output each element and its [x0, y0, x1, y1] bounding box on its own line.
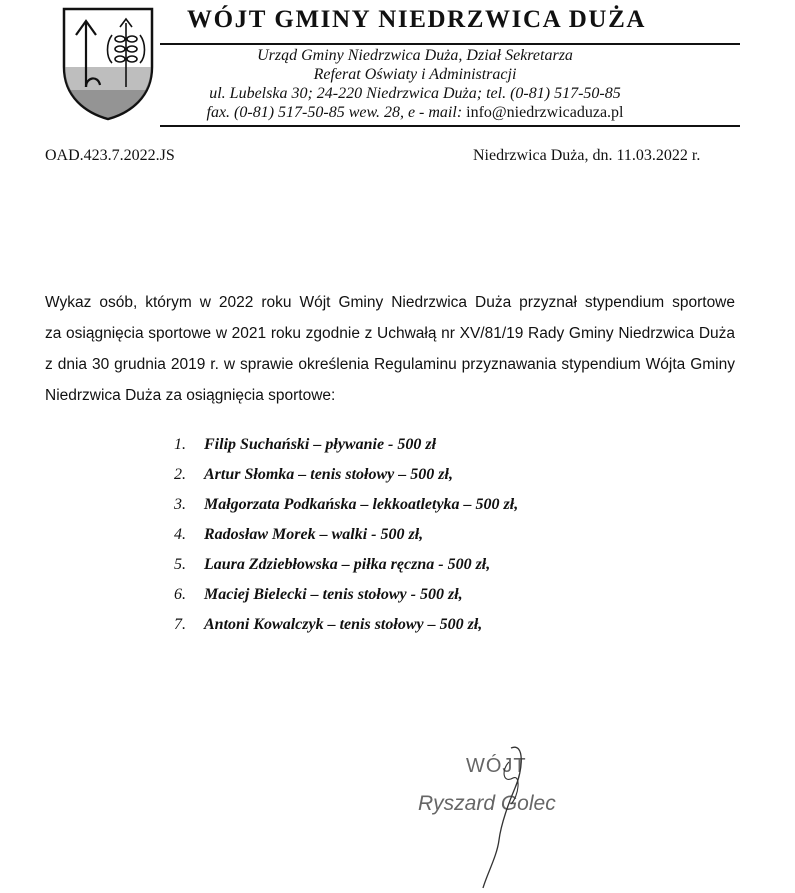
item-number: 3. — [174, 496, 186, 513]
signature-role: WÓJT — [466, 755, 527, 777]
item-text: Laura Zdziebłowska – piłka ręczna - 500 zł, — [204, 556, 491, 573]
body-line: za osiągnięcia sportowe w 2021 roku zgodnie z Uchwałą nr XV/81/19 Rady Gminy Niedrzwica Duża — [45, 325, 735, 342]
item-text: Artur Słomka – tenis stołowy – 500 zł, — [204, 466, 453, 483]
item-text: Małgorzata Podkańska – lekkoatletyka – 500 zł, — [204, 496, 519, 513]
body-paragraph — [45, 287, 735, 411]
item-number: 5. — [174, 556, 186, 573]
office-line: Urząd Gminy Niedrzwica Duża, Dział Sekretarza — [257, 47, 573, 64]
item-text: Radosław Morek – walki - 500 zł, — [204, 526, 424, 543]
email-link[interactable]: info@niedrzwicaduza.pl — [466, 104, 624, 121]
list-item — [174, 610, 518, 640]
list-item — [174, 520, 518, 550]
item-number: 4. — [174, 526, 186, 543]
list-item — [174, 460, 518, 490]
page-title: WÓJT GMINY NIEDRZWICA DUŻA — [187, 6, 647, 33]
body-line: Niedrzwica Duża za osiągnięcia sportowe: — [45, 387, 336, 404]
item-number: 6. — [174, 586, 186, 603]
signature-name: Ryszard Golec — [418, 792, 556, 815]
department-line: Referat Oświaty i Administracji — [313, 66, 517, 83]
body-line: z dnia 30 grudnia 2019 r. w sprawie określenia Regulaminu przyznawania stypendium Wójta Gminy — [45, 356, 735, 373]
header-divider — [160, 43, 740, 45]
fax-text: fax. (0-81) 517-50-85 wew. 28, e - mail: — [206, 104, 467, 121]
item-number: 7. — [174, 616, 186, 633]
item-number: 2. — [174, 466, 186, 483]
place-and-date: Niedrzwica Duża, dn. 11.03.2022 r. — [473, 147, 701, 164]
item-text: Filip Suchański – pływanie - 500 zł — [204, 436, 437, 453]
list-item — [174, 430, 518, 460]
item-number: 1. — [174, 436, 186, 453]
item-text: Antoni Kowalczyk – tenis stołowy – 500 zł, — [204, 616, 483, 633]
item-text: Maciej Bielecki – tenis stołowy - 500 zł, — [204, 586, 463, 603]
address-line: ul. Lubelska 30; 24-220 Niedrzwica Duża; tel. (0-81) 517-50-85 — [209, 85, 621, 102]
list-item — [174, 580, 518, 610]
reference-number: OAD.423.7.2022.JS — [45, 147, 175, 164]
list-item — [174, 550, 518, 580]
header-bottom-divider — [160, 125, 740, 127]
body-line: Wykaz osób, którym w 2022 roku Wójt Gminy Niedrzwica Duża przyznał stypendium sportowe — [45, 294, 735, 311]
recipient-list — [174, 430, 518, 640]
coat-of-arms-logo — [60, 5, 156, 123]
handwritten-signature — [415, 740, 615, 890]
contact-line — [160, 103, 670, 122]
list-item — [174, 490, 518, 520]
